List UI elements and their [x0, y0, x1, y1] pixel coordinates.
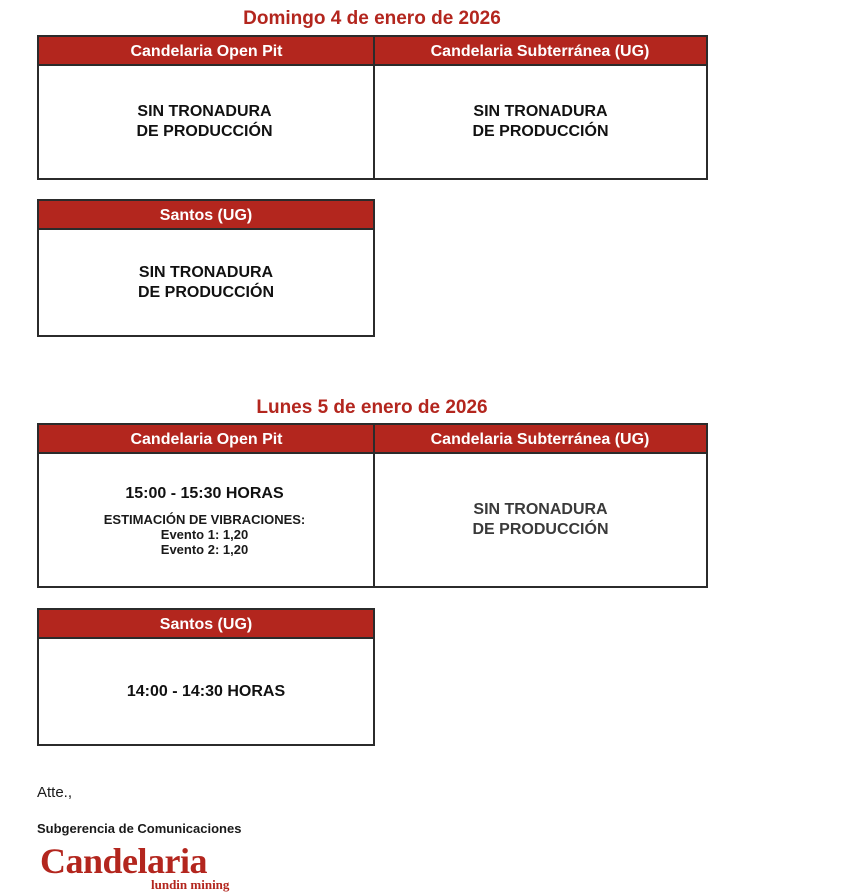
santos-card-day2 — [37, 608, 375, 746]
department-name: Subgerencia de Comunicaciones — [37, 821, 242, 836]
santos-header: Santos (UG) — [39, 201, 373, 230]
event-2: Evento 2: 1,20 — [160, 541, 249, 557]
closing-text: Atte., — [37, 784, 73, 801]
open-pit-card-day2 — [37, 423, 708, 588]
day-title-1: Domingo 4 de enero de 2026 — [243, 8, 501, 29]
day-title-2: Lunes 5 de enero de 2026 — [256, 397, 488, 418]
status-line2: DE PRODUCCIÓN — [137, 283, 274, 301]
santos-header: Santos (UG) — [39, 610, 373, 639]
open-pit-body — [39, 66, 370, 178]
logo-wordmark: Candelaria — [40, 841, 208, 881]
blast-time: 14:00 - 14:30 HORAS — [126, 682, 286, 700]
open-pit-header: Candelaria Open Pit — [130, 431, 283, 448]
santos-body — [39, 230, 373, 335]
status-line2: DE PRODUCCIÓN — [136, 123, 273, 140]
status-line1: SIN TRONADURA — [138, 263, 274, 281]
candelaria-logo — [40, 842, 250, 894]
santos-card-day1 — [37, 199, 375, 337]
status-line2: DE PRODUCCIÓN — [472, 123, 609, 140]
status-line1: SIN TRONADURA — [473, 501, 608, 518]
subterranea-header: Candelaria Subterránea (UG) — [430, 43, 650, 60]
status-line1: SIN TRONADURA — [473, 103, 608, 120]
open-pit-header: Candelaria Open Pit — [130, 43, 283, 60]
event-1: Evento 1: 1,20 — [160, 526, 249, 542]
vibration-label: ESTIMACIÓN DE VIBRACIONES: — [103, 511, 306, 527]
subterranea-header: Candelaria Subterránea (UG) — [430, 431, 650, 448]
logo-subtitle: lundin mining — [151, 877, 230, 892]
subterranea-body — [375, 66, 706, 178]
status-line1: SIN TRONADURA — [137, 103, 272, 120]
open-pit-card-day1 — [37, 35, 708, 180]
status-line2: DE PRODUCCIÓN — [472, 521, 609, 538]
blast-time: 15:00 - 15:30 HORAS — [125, 484, 284, 502]
subterranea-body — [375, 454, 706, 586]
santos-body — [39, 639, 373, 744]
open-pit-body — [39, 454, 370, 586]
